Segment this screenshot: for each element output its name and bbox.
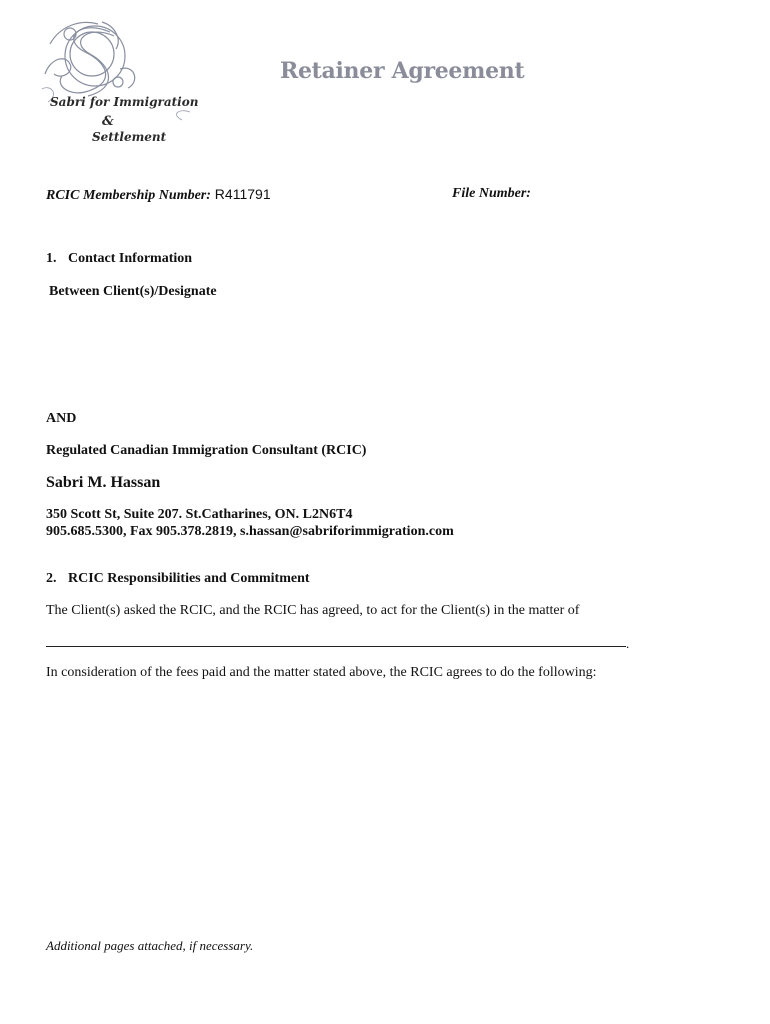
section2-heading: [46, 571, 310, 587]
logo-text-line3: Settlement: [92, 130, 167, 144]
file-number-label: File Number:: [452, 186, 531, 201]
and-label: AND: [46, 411, 77, 426]
section1-heading: [46, 251, 192, 267]
matter-paragraph: The Client(s) asked the RCIC, and the RCIC has agreed, to act for the Client(s) in the matter of: [46, 603, 580, 618]
document-title: Retainer Agreement: [280, 58, 525, 84]
logo-text-line1: Sabri for Immigration: [50, 95, 199, 109]
logo-text-ampersand: &: [102, 114, 114, 129]
section1-title: Contact Information: [68, 251, 193, 266]
consultant-address: 350 Scott St, Suite 207. St.Catharines, ON. L2N6T4: [46, 507, 353, 522]
rcic-membership-label: RCIC Membership Number:: [46, 188, 211, 203]
section2-title: RCIC Responsibilities and Commitment: [68, 571, 310, 586]
section1-number: 1.: [46, 251, 57, 266]
matter-line-period: .: [626, 636, 630, 651]
section2-number: 2.: [46, 571, 57, 586]
consultant-contact: 905.685.5300, Fax 905.378.2819, s.hassan@sabriforimmigration.com: [46, 524, 454, 539]
rcic-membership-value: R411791: [210, 186, 271, 202]
rcic-role: Regulated Canadian Immigration Consultant (RCIC): [46, 443, 367, 458]
consideration-paragraph: In consideration of the fees paid and the matter stated above, the RCIC agrees to do the following:: [46, 665, 597, 680]
matter-fill-line[interactable]: [46, 646, 626, 647]
company-logo: [40, 14, 200, 154]
consultant-name: Sabri M. Hassan: [46, 474, 161, 491]
between-client-label: Between Client(s)/Designate: [49, 284, 217, 299]
additional-pages-note: Additional pages attached, if necessary.: [46, 938, 254, 953]
rcic-membership-number: [46, 186, 271, 204]
